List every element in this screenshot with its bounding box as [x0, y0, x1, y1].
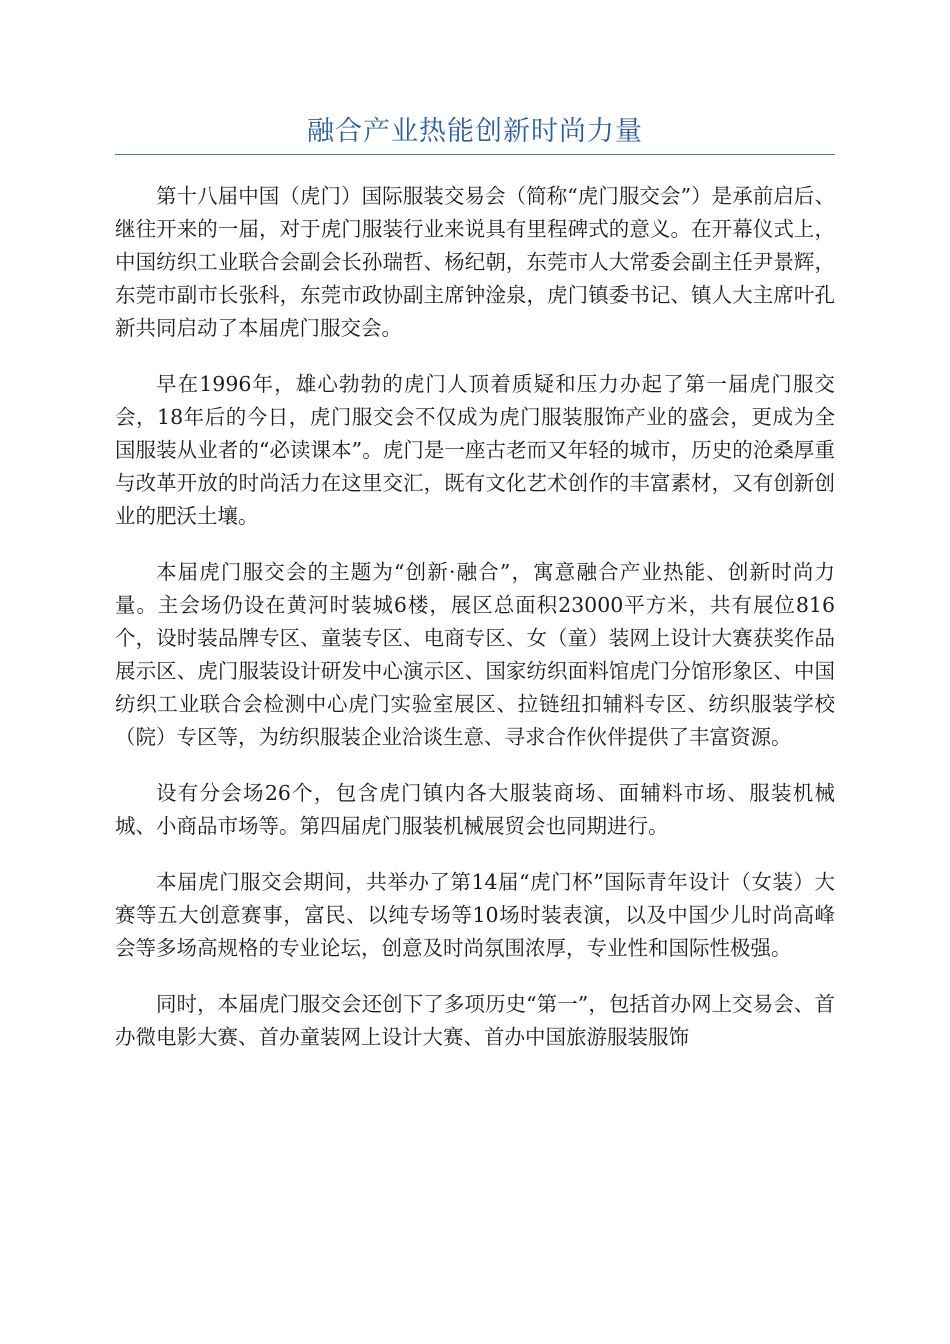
document-body	[115, 180, 835, 1077]
paragraph-2: 早在1996年，雄心勃勃的虎门人顶着质疑和压力办起了第一届虎门服交会，18年后的今日，虎门服交会不仅成为虎门服装服饰产业的盛会，更成为全国服装从业者的“必读课本”。虎门是一座古老而又年轻的城市，历史的沧桑厚重与改革开放的时尚活力在这里交汇，既有文化艺术创作的丰富素材，又有创新创业的肥沃土壤。	[115, 372, 835, 528]
paragraph-4: 设有分会场26个，包含虎门镇内各大服装商场、面辅料市场、服装机械城、小商品市场等。第四届虎门服装机械展贸会也同期进行。	[115, 781, 835, 838]
paragraph-3: 本届虎门服交会的主题为“创新·融合”，寓意融合产业热能、创新时尚力量。主会场仍设在黄河时装城6楼，展区总面积23000平方米，共有展位816个，设时装品牌专区、童装专区、电商专区、女（童）装网上设计大赛获奖作品展示区、虎门服装设计研发中心演示区、国家纺织面料馆虎门分馆形象区、中国纺织工业联合会检测中心虎门实验室展区、拉链纽扣辅料专区、纺织服装学校（院）专区等，为纺织服装企业洽谈生意、寻求合作伙伴提供了丰富资源。	[115, 560, 835, 749]
paragraph-1: 第十八届中国（虎门）国际服装交易会（简称“虎门服交会”）是承前启后、继往开来的一届，对于虎门服装行业来说具有里程碑式的意义。在开幕仪式上，中国纺织工业联合会副会长孙瑞哲、杨纪朝，东莞市人大常委会副主任尹景辉，东莞市副市长张科，东莞市政协副主席钟淦泉，虎门镇委书记、镇人大主席叶孔新共同启动了本届虎门服交会。	[115, 184, 835, 340]
document-title: 融合产业热能创新时尚力量	[307, 116, 643, 147]
title-underline	[115, 154, 835, 155]
paragraph-5: 本届虎门服交会期间，共举办了第14届“虎门杯”国际青年设计（女装）大赛等五大创意赛事，富民、以纯专场等10场时装表演，以及中国少儿时尚高峰会等多场高规格的专业论坛，创意及时尚氛围浓厚，专业性和国际性极强。	[115, 870, 835, 960]
paragraph-6: 同时，本届虎门服交会还创下了多项历史“第一”，包括首办网上交易会、首办微电影大赛、首办童装网上设计大赛、首办中国旅游服装服饰	[115, 992, 835, 1049]
